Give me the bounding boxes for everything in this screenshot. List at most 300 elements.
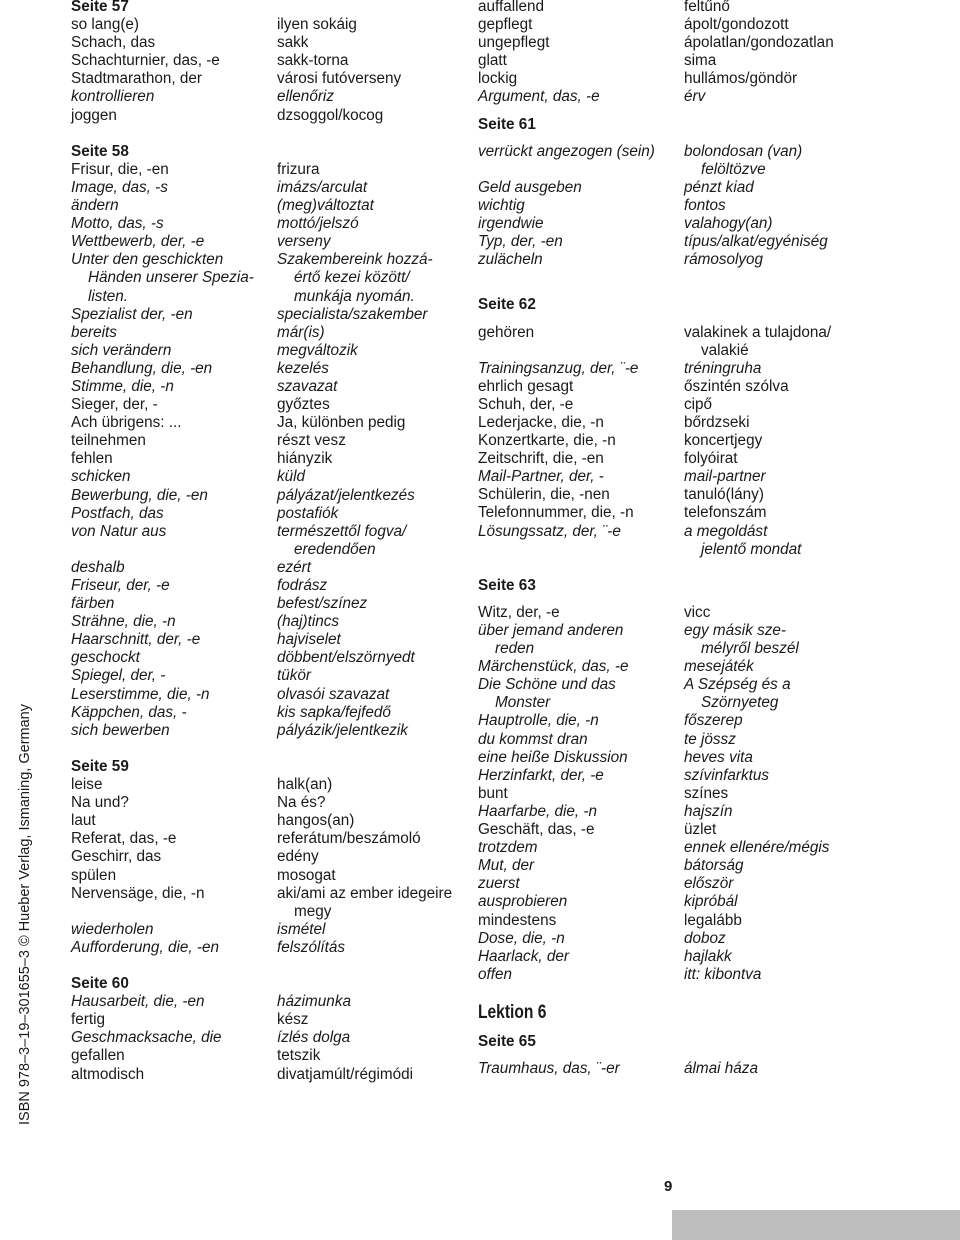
german-term: Käppchen, das, - xyxy=(71,703,187,721)
vocab-entry xyxy=(478,875,958,893)
spacer xyxy=(478,134,958,143)
german-term: Herzinfarkt, der, -e xyxy=(478,766,604,784)
vocab-entry xyxy=(71,161,461,179)
vocab-entry xyxy=(71,1047,461,1065)
vocab-entry xyxy=(71,921,461,939)
german-term: glatt xyxy=(478,52,507,70)
vocab-entry xyxy=(71,993,461,1011)
vocab-entry xyxy=(71,414,461,432)
german-term: Bewerbung, die, -en xyxy=(71,486,208,504)
german-term: Geld ausgeben xyxy=(478,178,582,196)
vocab-entry xyxy=(478,912,958,930)
german-term: wiederholen xyxy=(71,920,154,938)
vocab-entry xyxy=(478,803,958,821)
german-term: Witz, der, -e xyxy=(478,603,560,621)
german-term: geschockt xyxy=(71,649,140,667)
vocab-entry xyxy=(478,622,958,640)
vocab-entry xyxy=(71,848,461,866)
vocab-entry xyxy=(478,948,958,966)
hungarian-translation: ízlés dolga xyxy=(277,1029,351,1047)
hungarian-translation: frizura xyxy=(277,160,320,178)
vocab-entry xyxy=(71,324,461,342)
german-term: Haarschnitt, der, -e xyxy=(71,631,201,649)
german-term: Sieger, der, - xyxy=(71,396,158,414)
german-term: eine heiße Diskussion xyxy=(478,748,628,766)
german-term: Mail-Partner, der, - xyxy=(478,468,604,486)
hungarian-translation: (meg)változtat xyxy=(277,197,374,215)
vocab-entry xyxy=(71,179,461,197)
german-term: Schachturnier, das, -e xyxy=(71,52,220,70)
german-term: Ach übrigens: ... xyxy=(71,414,182,432)
german-term: Haarlack, der xyxy=(478,947,569,965)
vocab-entry xyxy=(478,1060,958,1078)
german-term: Die Schöne und das xyxy=(478,676,616,694)
hungarian-translation: specialista/szakember xyxy=(277,305,428,323)
vocab-entry xyxy=(71,613,461,631)
vocab-entry xyxy=(71,88,461,106)
hungarian-translation: referátum/beszámoló xyxy=(277,830,421,848)
german-term: Typ, der, -en xyxy=(478,233,563,251)
german-term: Schuh, der, -e xyxy=(478,395,574,413)
vocab-entry xyxy=(478,468,958,486)
hungarian-translation: Na és? xyxy=(277,794,326,812)
hungarian-translation: természettől fogva/ xyxy=(277,522,407,540)
hungarian-translation: a megoldást xyxy=(684,522,768,540)
hungarian-translation: itt: kibontva xyxy=(684,965,762,983)
german-term: gehören xyxy=(478,323,535,341)
german-term: Motto, das, -s xyxy=(71,215,164,233)
vocab-entry xyxy=(478,857,958,875)
hungarian-translation: telefonszám xyxy=(684,504,767,522)
hungarian-translation: doboz xyxy=(684,929,726,947)
hungarian-translation: kész xyxy=(277,1011,309,1029)
hungarian-translation: felszólítás xyxy=(277,938,346,956)
vocabulary-column-left xyxy=(71,0,461,1084)
german-term: Na und? xyxy=(71,794,129,812)
vocab-entry xyxy=(71,794,461,812)
hungarian-translation: cipő xyxy=(684,395,713,413)
hungarian-translation: ápolt/gondozott xyxy=(684,16,789,34)
german-term: verrückt angezogen (sein) xyxy=(478,142,655,160)
hungarian-translation: hajlakk xyxy=(684,947,732,965)
vocab-entry xyxy=(478,396,958,414)
hungarian-translation: feltűnő xyxy=(684,0,730,15)
hungarian-translation: sima xyxy=(684,52,717,70)
german-term: Telefonnummer, die, -n xyxy=(478,504,634,522)
german-term: Lösungssatz, der, ¨-e xyxy=(478,522,621,540)
hungarian-translation: ennek ellenére/mégis xyxy=(684,839,830,857)
german-term: ungepflegt xyxy=(478,34,550,52)
spacer xyxy=(478,107,958,116)
vocab-entry xyxy=(71,722,461,740)
vocab-entry xyxy=(71,288,461,306)
german-term: Friseur, der, -e xyxy=(71,577,170,594)
german-term: fertig xyxy=(71,1011,106,1029)
hungarian-translation: hiányzik xyxy=(277,450,333,468)
hungarian-translation: aki/ami az ember idegeire xyxy=(277,884,453,902)
german-term: bunt xyxy=(478,784,508,802)
hungarian-translation: folyóirat xyxy=(684,450,738,468)
hungarian-translation: fodrász xyxy=(277,577,328,594)
hungarian-translation: Szakembereink hozzá- xyxy=(277,251,433,269)
vocab-entry xyxy=(71,939,461,957)
german-term: sich verändern xyxy=(71,341,172,359)
vocab-entry xyxy=(478,179,958,197)
hungarian-translation: színes xyxy=(684,784,729,802)
hungarian-translation: te jössz xyxy=(684,730,736,748)
hungarian-translation: kezelés xyxy=(277,359,329,377)
german-term: Geschäft, das, -e xyxy=(478,821,595,839)
spacer xyxy=(478,1051,958,1060)
vocab-entry xyxy=(478,767,958,785)
hungarian-translation: sakk-torna xyxy=(277,52,349,70)
hungarian-translation: ezért xyxy=(277,558,312,576)
vocab-entry xyxy=(71,233,461,251)
vocab-entry xyxy=(71,251,461,269)
german-term: trotzdem xyxy=(478,839,538,857)
vocab-entry xyxy=(478,161,958,179)
vocab-entry xyxy=(71,34,461,52)
german-term: Monster xyxy=(478,694,551,712)
hungarian-translation: már(is) xyxy=(277,323,325,341)
vocab-entry xyxy=(71,1029,461,1047)
hungarian-translation: érv xyxy=(684,88,706,106)
spacer xyxy=(478,559,958,577)
vocab-entry xyxy=(478,233,958,251)
german-term: Stimme, die, -n xyxy=(71,377,174,395)
vocab-entry xyxy=(71,16,461,34)
hungarian-translation: ellenőriz xyxy=(277,88,334,106)
spacer xyxy=(478,595,958,604)
vocab-entry xyxy=(478,604,958,622)
vocab-entry xyxy=(71,867,461,885)
spacer xyxy=(478,315,958,324)
hungarian-translation: hangos(an) xyxy=(277,812,355,830)
hungarian-translation: döbbent/elszörnyedt xyxy=(277,649,415,667)
hungarian-translation: legalább xyxy=(684,911,742,929)
vocab-entry xyxy=(478,0,958,16)
hungarian-translation: eredendően xyxy=(277,540,376,558)
vocab-entry xyxy=(478,504,958,522)
german-term: von Natur aus xyxy=(71,522,167,540)
vocab-entry xyxy=(71,450,461,468)
german-term: so lang(e) xyxy=(71,16,140,34)
vocab-entry xyxy=(478,215,958,233)
vocab-entry xyxy=(478,694,958,712)
hungarian-translation: valakinek a tulajdona/ xyxy=(684,323,832,341)
section-heading: Seite 57 xyxy=(71,0,129,15)
isbn-sidebar xyxy=(0,0,33,1240)
german-term: wichtig xyxy=(478,196,525,214)
vocab-entry xyxy=(478,640,958,658)
german-term: Haarfarbe, die, -n xyxy=(478,802,598,820)
spacer xyxy=(71,957,461,975)
vocab-entry xyxy=(71,903,461,921)
german-term: Hauptrolle, die, -n xyxy=(478,712,599,730)
german-term: listen. xyxy=(71,287,128,305)
vocab-entry xyxy=(71,306,461,324)
hungarian-translation: mail-partner xyxy=(684,468,766,486)
vocab-entry xyxy=(71,70,461,88)
german-term: Mut, der xyxy=(478,857,535,875)
hungarian-translation: vicc xyxy=(684,603,711,621)
page-number: 9 xyxy=(664,1178,673,1195)
hungarian-translation: A Szépség és a xyxy=(684,676,791,694)
hungarian-translation: hajszín xyxy=(684,802,733,820)
section-heading: Seite 63 xyxy=(478,576,536,594)
german-term: Leserstimme, die, -n xyxy=(71,685,210,703)
vocabulary-column-right xyxy=(478,0,958,1078)
hungarian-translation: egy másik sze- xyxy=(684,622,787,639)
hungarian-translation: munkája nyomán. xyxy=(277,287,415,305)
hungarian-translation: szívinfarktus xyxy=(684,766,770,784)
german-term: altmodisch xyxy=(71,1065,145,1083)
vocab-entry xyxy=(71,487,461,505)
hungarian-translation: mélyről beszél xyxy=(684,640,799,658)
german-term: Traumhaus, das, ¨-er xyxy=(478,1060,620,1078)
section-heading: Seite 61 xyxy=(478,115,536,133)
german-term: Händen unserer Spezia- xyxy=(71,269,254,287)
vocab-entry xyxy=(71,107,461,125)
german-term: joggen xyxy=(71,106,117,124)
hungarian-translation: mesejáték xyxy=(684,658,754,676)
hungarian-translation: edény xyxy=(277,848,319,866)
vocab-entry xyxy=(71,52,461,70)
hungarian-translation: dzsoggol/kocog xyxy=(277,106,384,124)
german-term: spülen xyxy=(71,866,117,884)
page-number-bar xyxy=(672,1210,960,1240)
hungarian-translation: bőrdzseki xyxy=(684,413,750,431)
spacer xyxy=(71,125,461,143)
vocab-entry xyxy=(478,676,958,694)
vocab-entry xyxy=(478,523,958,541)
german-term: leise xyxy=(71,776,103,794)
vocab-entry xyxy=(71,468,461,486)
spacer xyxy=(478,278,958,296)
hungarian-translation: koncertjegy xyxy=(684,432,763,450)
german-term: schicken xyxy=(71,468,131,486)
hungarian-translation: szavazat xyxy=(277,377,338,395)
german-term: Aufforderung, die, -en xyxy=(71,938,219,956)
german-term: Wettbewerb, der, -e xyxy=(71,233,205,251)
german-term: Spiegel, der, - xyxy=(71,667,166,685)
vocab-entry xyxy=(478,450,958,468)
hungarian-translation: felöltözve xyxy=(684,160,766,178)
german-term: Behandlung, die, -en xyxy=(71,359,213,377)
german-term: sich bewerben xyxy=(71,721,170,739)
section-heading: Seite 58 xyxy=(71,142,129,160)
german-term: ehrlich gesagt xyxy=(478,377,574,395)
vocab-entry xyxy=(478,414,958,432)
vocab-entry xyxy=(478,658,958,676)
german-term: Argument, das, -e xyxy=(478,88,600,106)
vocab-entry xyxy=(478,70,958,88)
german-term: Hausarbeit, die, -en xyxy=(71,993,205,1011)
german-term: Image, das, -s xyxy=(71,178,168,196)
isbn-text: ISBN 978–3–19–301655–3 © Hueber Verlag, Ismaning, Germany xyxy=(17,704,33,1125)
german-term: offen xyxy=(478,965,513,983)
german-term: Schülerin, die, -nen xyxy=(478,486,610,504)
vocab-entry xyxy=(478,839,958,857)
hungarian-translation: álmai háza xyxy=(684,1060,758,1078)
vocab-entry xyxy=(71,667,461,685)
vocab-entry xyxy=(478,731,958,749)
vocab-entry xyxy=(478,486,958,504)
german-term: ändern xyxy=(71,197,119,215)
vocab-entry xyxy=(71,197,461,215)
vocab-entry xyxy=(71,432,461,450)
german-term: mindestens xyxy=(478,911,557,929)
hungarian-translation: halk(an) xyxy=(277,776,333,794)
german-term: Postfach, das xyxy=(71,504,164,522)
german-term: gepflegt xyxy=(478,16,533,34)
hungarian-translation: valakié xyxy=(684,341,749,359)
vocab-entry xyxy=(478,432,958,450)
hungarian-translation: tükör xyxy=(277,667,312,685)
hungarian-translation: befest/színez xyxy=(277,595,368,613)
vocab-entry xyxy=(71,396,461,414)
hungarian-translation: divatjamúlt/régimódi xyxy=(277,1065,414,1083)
german-term: Geschirr, das xyxy=(71,848,162,866)
vocab-entry xyxy=(478,930,958,948)
vocab-entry xyxy=(478,378,958,396)
german-term: Dose, die, -n xyxy=(478,929,565,947)
hungarian-translation: ismétel xyxy=(277,920,326,938)
hungarian-translation: részt vesz xyxy=(277,432,346,450)
hungarian-translation: főszerep xyxy=(684,712,743,730)
german-term: fehlen xyxy=(71,450,113,468)
hungarian-translation: megy xyxy=(277,902,332,920)
hungarian-translation: pénzt kiad xyxy=(684,178,754,196)
vocab-entry xyxy=(478,749,958,767)
vocab-entry xyxy=(71,577,461,595)
vocab-entry xyxy=(478,251,958,269)
vocab-entry xyxy=(71,342,461,360)
hungarian-translation: jelentő mondat xyxy=(684,540,802,558)
german-term: Lederjacke, die, -n xyxy=(478,413,604,431)
german-term: färben xyxy=(71,595,115,613)
vocab-entry xyxy=(478,88,958,106)
german-term: kontrollieren xyxy=(71,88,155,106)
german-term: Schach, das xyxy=(71,34,156,52)
vocab-entry xyxy=(478,52,958,70)
german-term: Märchenstück, das, -e xyxy=(478,658,629,676)
hungarian-translation: hullámos/göndör xyxy=(684,70,798,88)
german-term: über jemand anderen xyxy=(478,622,624,639)
german-term: Strähne, die, -n xyxy=(71,613,176,631)
german-term: ausprobieren xyxy=(478,893,568,911)
german-term: Nervensäge, die, -n xyxy=(71,884,205,902)
vocab-entry xyxy=(71,649,461,667)
vocab-entry xyxy=(71,686,461,704)
vocab-entry xyxy=(478,785,958,803)
hungarian-translation: valahogy(an) xyxy=(684,215,773,233)
german-term: Geschmacksache, die xyxy=(71,1029,222,1047)
section-heading: Seite 65 xyxy=(478,1032,536,1050)
spacer xyxy=(478,984,958,1002)
vocab-entry xyxy=(478,324,958,342)
hungarian-translation: mottó/jelszó xyxy=(277,215,359,233)
hungarian-translation: pályázik/jelentkezik xyxy=(277,721,408,739)
hungarian-translation: üzlet xyxy=(684,821,717,839)
german-term: auffallend xyxy=(478,0,545,15)
hungarian-translation: értő kezei között/ xyxy=(277,269,410,287)
german-term: Spezialist der, -en xyxy=(71,305,193,323)
vocab-entry xyxy=(71,378,461,396)
section-heading: Seite 62 xyxy=(478,296,536,314)
hungarian-translation: mosogat xyxy=(277,866,336,884)
hungarian-translation: először xyxy=(684,875,734,893)
vocab-entry xyxy=(478,821,958,839)
german-term: deshalb xyxy=(71,558,125,576)
vocab-entry xyxy=(478,541,958,559)
german-term: Trainingsanzug, der, ¨-e xyxy=(478,359,639,377)
vocab-entry xyxy=(478,16,958,34)
german-term: Konzertkarte, die, -n xyxy=(478,432,616,450)
vocab-entry xyxy=(71,595,461,613)
german-term: zulächeln xyxy=(478,251,543,269)
hungarian-translation: küld xyxy=(277,468,306,486)
hungarian-translation: rámosolyog xyxy=(684,251,764,269)
vocab-entry xyxy=(71,523,461,541)
german-term: teilnehmen xyxy=(71,432,146,450)
vocab-entry xyxy=(71,812,461,830)
hungarian-translation: verseny xyxy=(277,233,331,251)
hungarian-translation: tréningruha xyxy=(684,359,762,377)
german-term: lockig xyxy=(478,70,518,88)
vocab-entry xyxy=(71,631,461,649)
german-term: Frisur, die, -en xyxy=(71,160,169,178)
hungarian-translation: megváltozik xyxy=(277,341,358,359)
hungarian-translation: imázs/arculat xyxy=(277,178,368,196)
vocab-entry xyxy=(71,215,461,233)
hungarian-translation: tanuló(lány) xyxy=(684,486,764,504)
section-heading: Seite 60 xyxy=(71,975,129,993)
german-term: du kommst dran xyxy=(478,730,588,748)
section-heading: Seite 59 xyxy=(71,757,129,775)
vocab-entry xyxy=(71,885,461,903)
german-term: reden xyxy=(478,640,535,658)
hungarian-translation: sakk xyxy=(277,34,309,52)
hungarian-translation: heves vita xyxy=(684,748,753,766)
german-term: zuerst xyxy=(478,875,520,893)
spacer xyxy=(478,1024,958,1033)
german-term: bereits xyxy=(71,323,117,341)
german-term: Stadtmarathon, der xyxy=(71,70,202,88)
vocab-entry xyxy=(478,712,958,730)
vocab-entry xyxy=(71,541,461,559)
hungarian-translation: győztes xyxy=(277,396,330,414)
german-term: irgendwie xyxy=(478,215,544,233)
vocab-entry xyxy=(478,143,958,161)
hungarian-translation: típus/alkat/egyéniség xyxy=(684,233,828,251)
hungarian-translation: (haj)tincs xyxy=(277,613,340,631)
hungarian-translation: ilyen sokáig xyxy=(277,16,357,34)
german-term: Zeitschrift, die, -en xyxy=(478,450,604,468)
vocab-entry xyxy=(71,269,461,287)
german-term: Unter den geschickten xyxy=(71,251,224,269)
hungarian-translation: fontos xyxy=(684,196,726,214)
hungarian-translation: kis sapka/fejfedő xyxy=(277,703,391,721)
vocab-entry xyxy=(478,342,958,360)
hungarian-translation: Ja, különben pedig xyxy=(277,414,406,432)
hungarian-translation: ápolatlan/gondozatlan xyxy=(684,34,834,52)
hungarian-translation: bolondosan (van) xyxy=(684,142,803,160)
vocab-entry xyxy=(71,559,461,577)
lesson-heading: Lektion 6 xyxy=(478,1001,547,1023)
vocab-entry xyxy=(71,360,461,378)
vocab-entry xyxy=(478,360,958,378)
